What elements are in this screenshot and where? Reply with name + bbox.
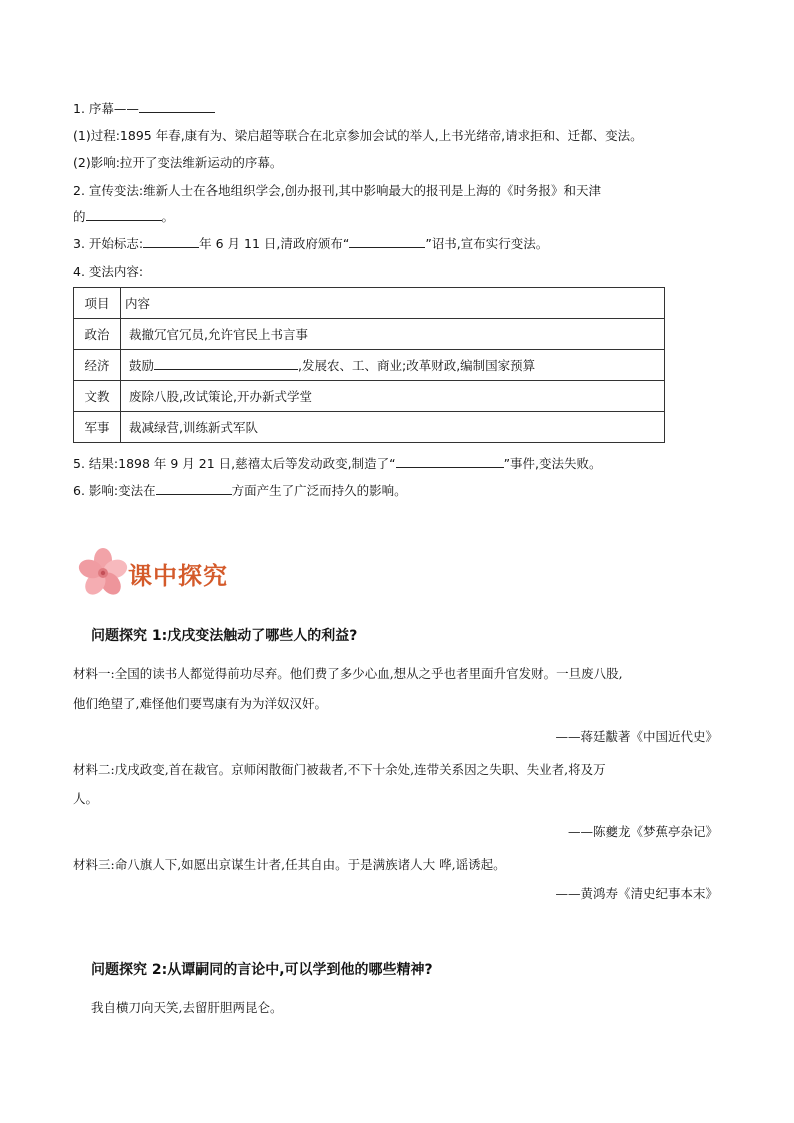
table-row <box>74 381 665 412</box>
item-3-pre: 3. 开始标志: <box>73 236 144 251</box>
blank-6[interactable] <box>156 482 232 495</box>
material-1-source: ——蒋廷黻著《中国近代史》 <box>555 729 718 744</box>
row-value: 裁撤冗官冗员,允许官民上书言事 <box>121 319 665 350</box>
item-3-mid: 年 6 月 11 日,清政府颁布“ <box>199 236 350 251</box>
cherry-blossom-icon <box>78 546 128 598</box>
item-5 <box>73 454 602 472</box>
material-3-source: ——黄鸿寿《清史纪事本末》 <box>555 886 718 901</box>
material-2-line-1: 材料二:戊戌政变,首在裁官。京师闲散衙门被裁者,不下十余处,连带关系因之失职、失业者,将及万 <box>73 762 606 777</box>
question-1-title: 问题探究 1:戊戌变法触动了哪些人的利益? <box>91 628 358 644</box>
tan-sitong-quote: 我自横刀向天笑,去留肝胆两昆仑。 <box>91 1000 283 1015</box>
question-2-title: 问题探究 2:从谭嗣同的言论中,可以学到他的哪些精神? <box>91 962 433 978</box>
row-key: 政治 <box>74 319 121 350</box>
blank-3a[interactable] <box>143 235 199 248</box>
header-item: 项目 <box>74 288 121 319</box>
material-3-line-1: 材料三:命八旗人下,如愿出京谋生计者,任其自由。于是满族诸人大 哗,谣诱起。 <box>73 857 506 872</box>
item-6-post: 方面产生了广泛而持久的影响。 <box>231 483 407 498</box>
item-5-pre: 5. 结果:1898 年 9 月 21 日,慈禧太后等发动政变,制造了“ <box>73 456 396 471</box>
item-3 <box>73 234 548 252</box>
item-1b: (2)影响:拉开了变法维新运动的序幕。 <box>73 155 283 170</box>
blank-1[interactable] <box>139 100 215 113</box>
blank-5[interactable] <box>396 455 504 468</box>
blank-economy[interactable] <box>154 357 298 370</box>
material-2-source: ——陈夔龙《梦蕉亭杂记》 <box>567 824 718 839</box>
item-5-post: ”事件,变法失败。 <box>503 456 602 471</box>
item-1 <box>73 99 215 117</box>
material-2-line-2: 人。 <box>73 791 99 806</box>
table-row <box>74 350 665 381</box>
item-1-label: 1. 序幕—— <box>73 101 139 116</box>
item-2: 2. 宣传变法:维新人士在各地组织学会,创办报刊,其中影响最大的报刊是上海的《时务报》和天津 <box>73 183 602 198</box>
section-title: 课中探究 <box>128 562 228 590</box>
item-3-post: ”诏书,宣布实行变法。 <box>425 236 549 251</box>
item-6-pre: 6. 影响:变法在 <box>73 483 156 498</box>
reform-content-table <box>73 287 665 443</box>
table-row <box>74 412 665 443</box>
row-key: 文教 <box>74 381 121 412</box>
item-2b <box>73 207 174 225</box>
table-header-row <box>74 288 665 319</box>
item-1a: (1)过程:1895 年春,康有为、梁启超等联合在北京参加会试的举人,上书光绪帝,请求拒和、迁都、变法。 <box>73 128 643 143</box>
row-value <box>121 350 665 381</box>
item-6 <box>73 481 407 499</box>
item-4: 4. 变法内容: <box>73 264 144 279</box>
row-value: 裁减绿营,训练新式军队 <box>121 412 665 443</box>
table-row <box>74 319 665 350</box>
row-key: 军事 <box>74 412 121 443</box>
item-2b-post: 。 <box>161 209 175 224</box>
row-value-post: ,发展农、工、商业;改革财政,编制国家预算 <box>298 358 536 373</box>
row-key: 经济 <box>74 350 121 381</box>
blank-2[interactable] <box>86 208 162 221</box>
item-2b-pre: 的 <box>73 209 86 224</box>
material-1-line-2: 他们绝望了,难怪他们要骂康有为为洋奴汉奸。 <box>73 696 327 711</box>
material-1-line-1: 材料一:全国的读书人都觉得前功尽弃。他们费了多少心血,想从之乎也者里面升官发财。一旦废八股, <box>73 666 623 681</box>
row-value: 废除八股,改试策论,开办新式学堂 <box>121 381 665 412</box>
blank-3b[interactable] <box>349 235 425 248</box>
row-value-pre: 鼓励 <box>129 358 155 373</box>
header-content: 内容 <box>121 288 665 319</box>
